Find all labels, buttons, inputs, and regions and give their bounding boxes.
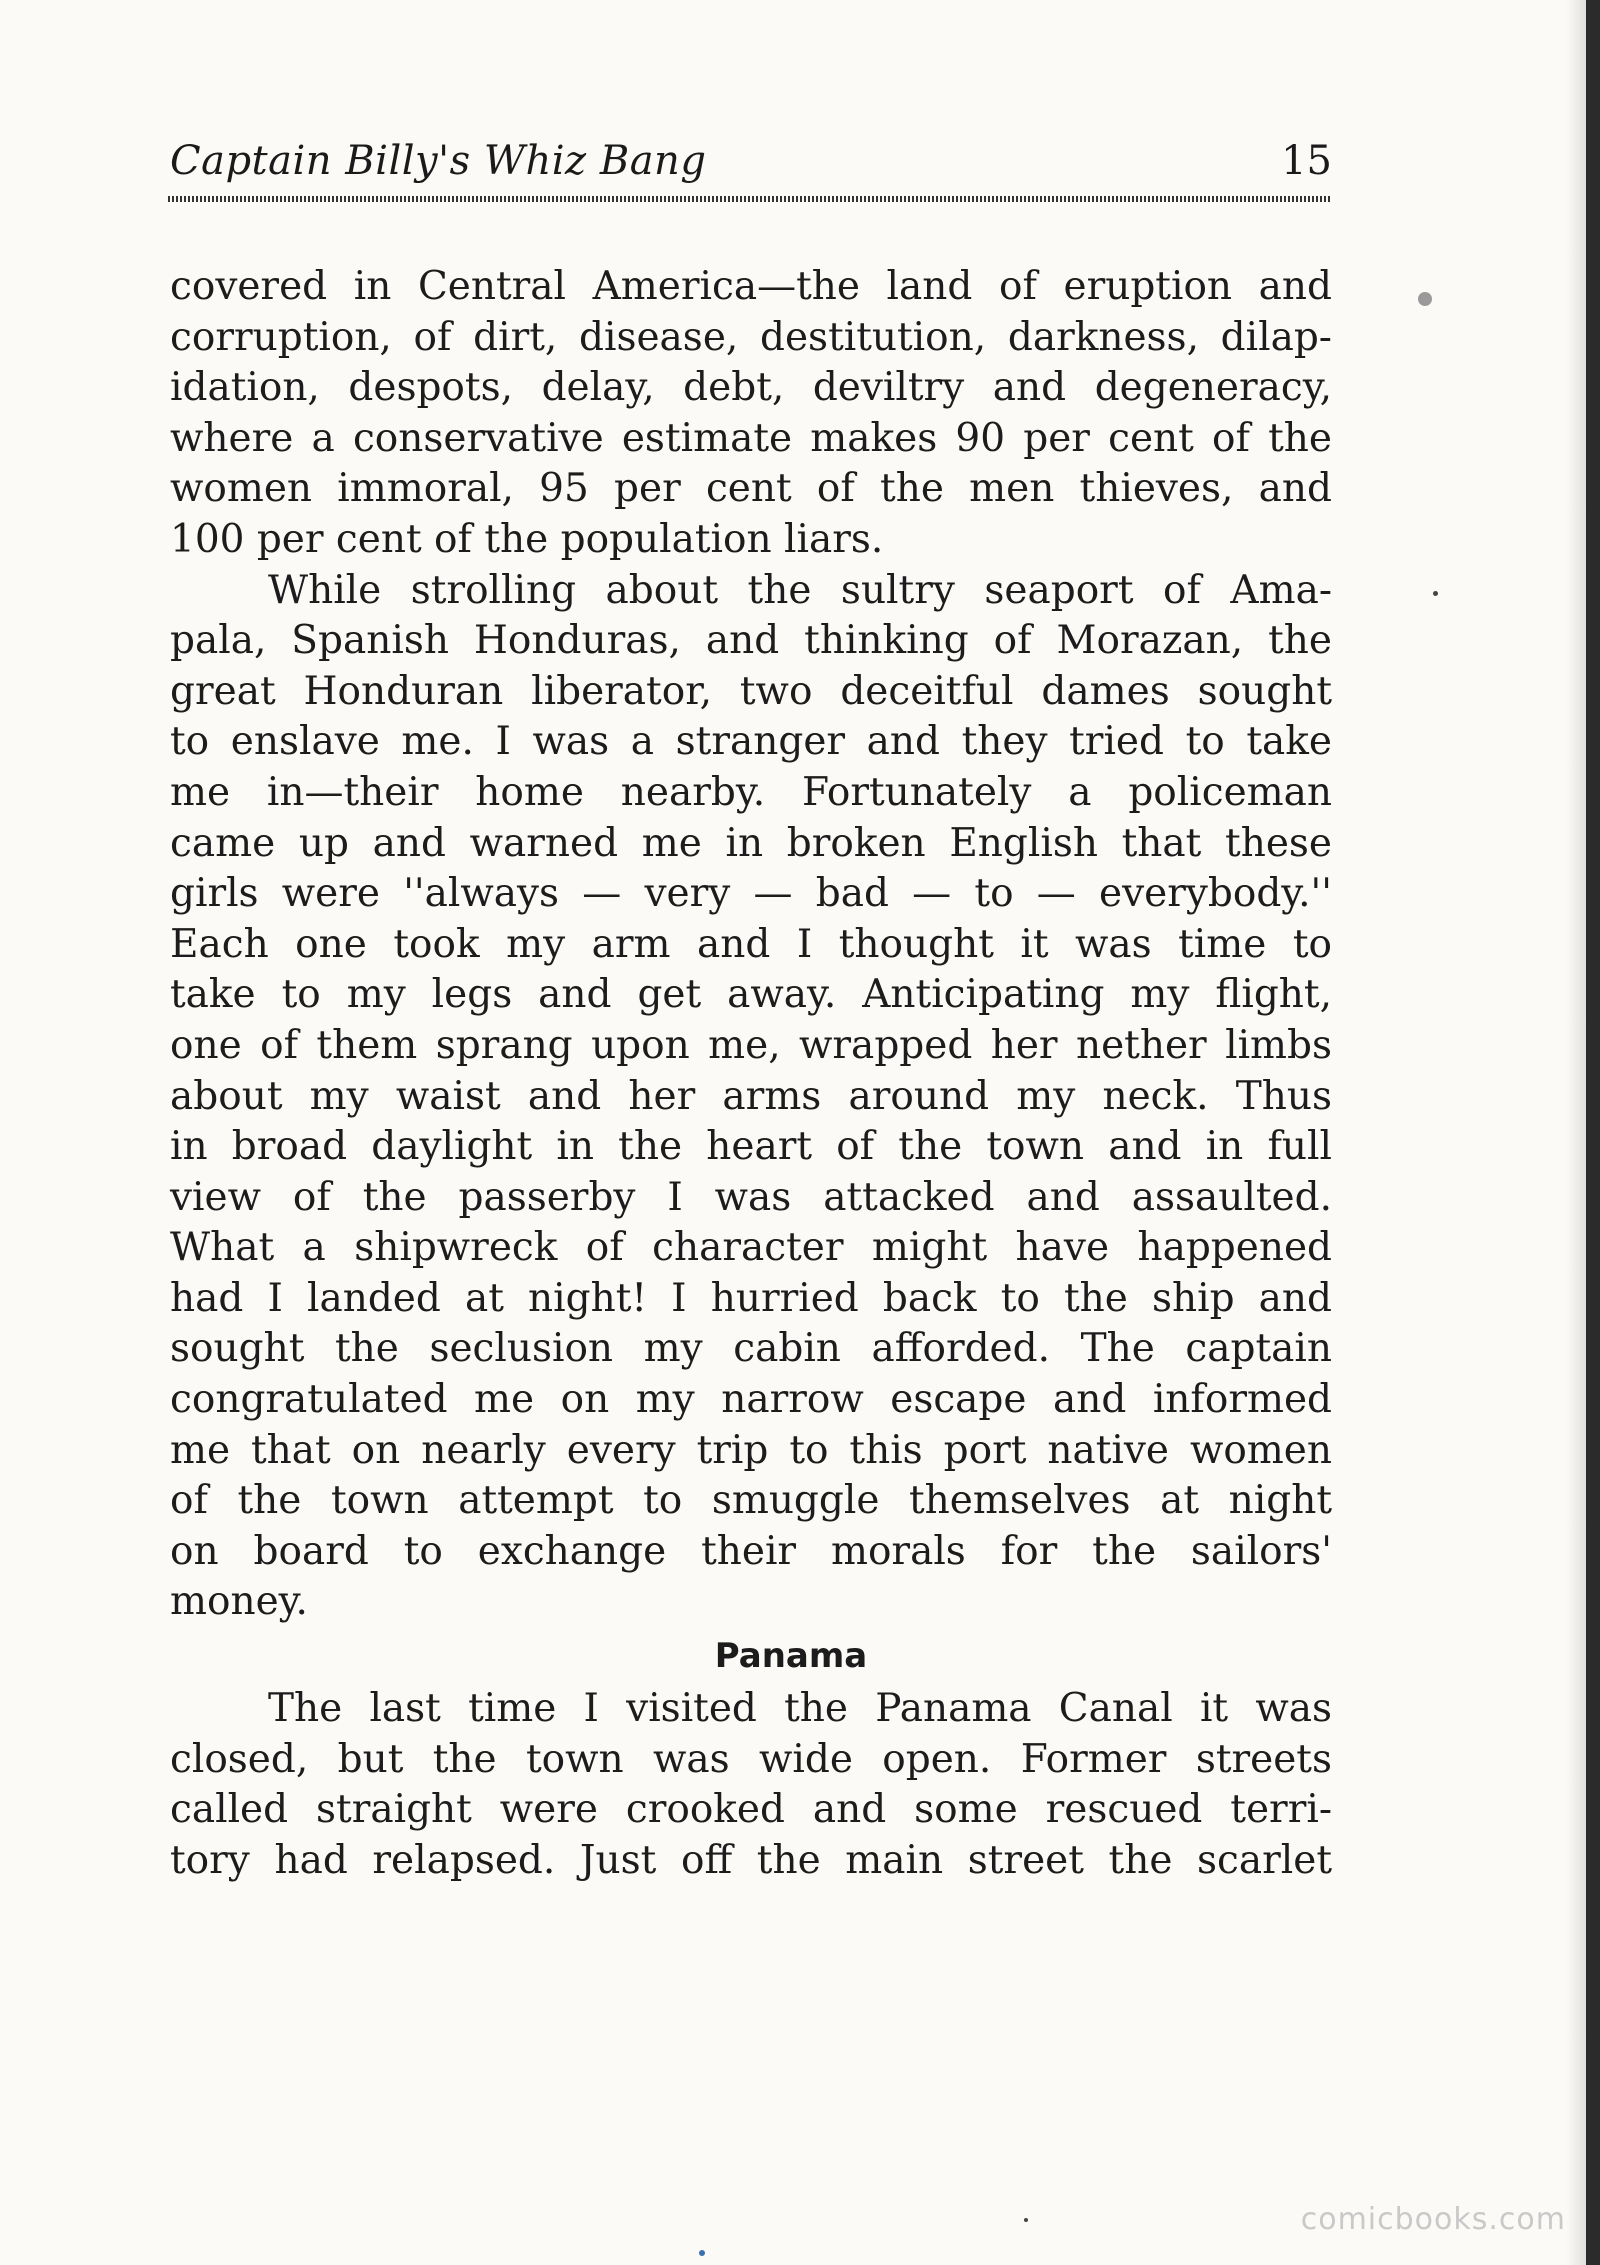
paper-speck [1433, 591, 1438, 596]
text-line: covered in Central America—the land of eruption and [170, 264, 1332, 309]
paragraph [170, 566, 1332, 1628]
page-number: 15 [1281, 138, 1332, 184]
text-line: came up and warned me in broken English that these [170, 820, 1332, 866]
text-line: one of them sprang upon me, wrapped her nether limbs [170, 1022, 1332, 1068]
text-line: closed, but the town was wide open. Former streets [170, 1736, 1332, 1782]
text-line: congratulated me on my narrow escape and informed [170, 1377, 1332, 1423]
text-line: me that on nearly every trip to this port native women [170, 1427, 1332, 1473]
paragraph [170, 1684, 1332, 1886]
text-line: had I landed at night! I hurried back to the ship and [170, 1275, 1332, 1321]
text-line: While strolling about the sultry seaport of Ama- [268, 567, 1332, 613]
text-line: tory had relapsed. Just off the main street the scarlet [170, 1837, 1332, 1883]
text-line: girls were ''always — very — bad — to — everybody.'' [170, 871, 1332, 917]
text-line: corruption, of dirt, disease, destitution, darkness, dilap- [170, 314, 1332, 360]
paper-speck [699, 2250, 705, 2256]
text-line: sought the seclusion my cabin afforded. The captain [170, 1326, 1332, 1372]
text-line: me in—their home nearby. Fortunately a policeman [170, 769, 1332, 815]
paragraph [170, 262, 1332, 566]
text-line: of the town attempt to smuggle themselves at night [170, 1478, 1332, 1524]
text-line: What a shipwreck of character might have happened [170, 1225, 1332, 1271]
text-line: 100 per cent of the population liars. [170, 516, 884, 562]
text-line: in broad daylight in the heart of the town and in full [170, 1124, 1332, 1170]
text-line: great Honduran liberator, two deceitful dames sought [170, 668, 1332, 714]
text-line: about my waist and her arms around my neck. Thus [170, 1073, 1332, 1119]
text-line: where a conservative estimate makes 90 per cent of the [170, 415, 1332, 461]
page-edge [1586, 0, 1600, 2265]
page-header [170, 138, 1332, 198]
text-line: pala, Spanish Honduras, and thinking of Morazan, the [170, 618, 1332, 664]
text-line: Each one took my arm and I thought it was time to [170, 921, 1332, 967]
text-line: idation, despots, delay, debt, deviltry and degeneracy, [170, 365, 1332, 411]
text-line: women immoral, 95 per cent of the men thieves, and [170, 466, 1332, 512]
watermark: comicbooks.com [1300, 2202, 1566, 2237]
page-edge-shadow [1566, 0, 1586, 2265]
text-line: to enslave me. I was a stranger and they tried to take [170, 719, 1332, 765]
text-line: take to my legs and get away. Anticipating my flight, [170, 972, 1332, 1018]
header-rule [168, 196, 1332, 202]
text-line: on board to exchange their morals for the sailors' [170, 1528, 1332, 1574]
article-body [170, 262, 1332, 1886]
running-title: Captain Billy's Whiz Bang [170, 138, 707, 184]
text-line: The last time I visited the Panama Canal it was [268, 1686, 1332, 1732]
text-line: money. [170, 1579, 308, 1625]
section-heading: Panama [714, 1636, 868, 1677]
text-line: view of the passerby I was attacked and assaulted. [170, 1174, 1332, 1220]
paper-speck [1418, 292, 1432, 306]
paper-speck [1024, 2218, 1028, 2222]
text-line: called straight were crooked and some rescued terri- [170, 1787, 1332, 1833]
